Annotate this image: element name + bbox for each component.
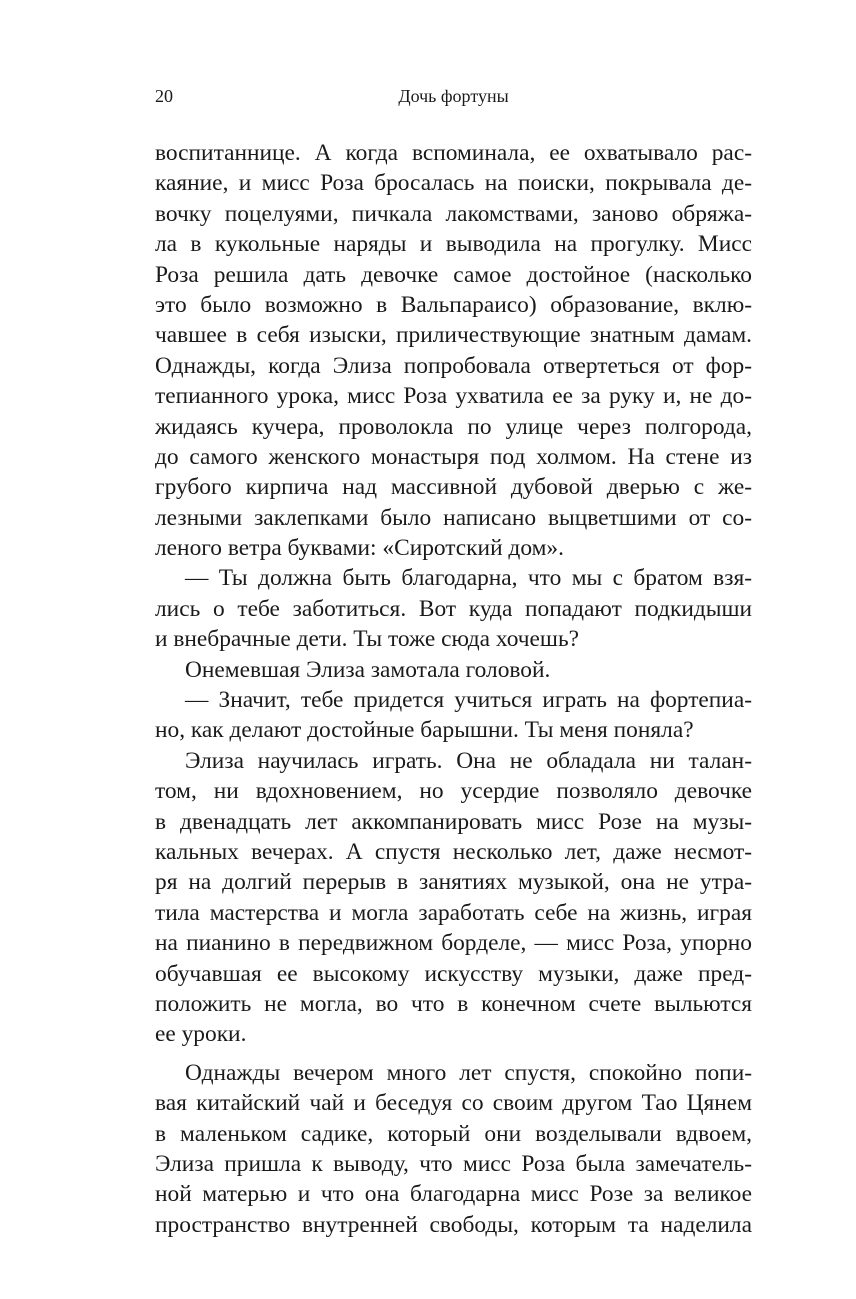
text-line: чавшее в себя изыски, приличествующие знатным дамам. bbox=[155, 322, 752, 349]
text-line: на пианино в передвижном борделе, — мисс Роза, упорно bbox=[155, 930, 752, 957]
text-line: ной матерью и что она благодарна мисс Розе за великое bbox=[155, 1181, 752, 1208]
text-line: лезными заклепками было написано выцветшими от со- bbox=[155, 504, 752, 531]
text-line: и внебрачные дети. Ты тоже сюда хочешь? bbox=[155, 626, 579, 653]
text-line: — Значит, тебе придется учиться играть на фортепиа- bbox=[185, 687, 752, 714]
text-line: Онемевшая Элиза замотала головой. bbox=[185, 656, 551, 683]
text-line: кальных вечерах. А спустя несколько лет, даже несмот- bbox=[155, 838, 752, 865]
text-line: Роза решила дать девочке самое достойное (насколько bbox=[155, 261, 752, 288]
text-line: ря на долгий перерыв в занятиях музыкой, она не утра- bbox=[155, 869, 752, 896]
text-line: тепианного урока, мисс Роза ухватила ее за руку и, не до- bbox=[155, 383, 752, 410]
text-line: обучавшая ее высокому искусству музыки, даже пред- bbox=[155, 960, 752, 987]
page-number: 20 bbox=[155, 86, 173, 106]
text-line: Элиза пришла к выводу, что мисс Роза была замечатель- bbox=[155, 1150, 752, 1177]
text-line: том, ни вдохновением, но усердие позволяло девочке bbox=[155, 778, 752, 805]
text-line: тила мастерства и могла заработать себе на жизнь, играя bbox=[155, 899, 752, 926]
text-line: до самого женского монастыря под холмом. На стене из bbox=[155, 443, 752, 470]
text-line: ла в кукольные наряды и выводила на прогулку. Мисс bbox=[155, 231, 752, 258]
text-line: грубого кирпича над массивной дубовой дверью с же- bbox=[155, 474, 752, 501]
text-line: лись о тебе заботиться. Вот куда попадают подкидыши bbox=[155, 595, 752, 622]
text-line: Однажды, когда Элиза попробовала отвертеться от фор- bbox=[155, 352, 752, 379]
text-line: это было возможно в Вальпараисо) образование, вклю- bbox=[155, 291, 752, 318]
text-line: Однажды вечером много лет спустя, спокойно попи- bbox=[185, 1059, 752, 1086]
running-title: Дочь фортуны bbox=[398, 86, 509, 106]
page-header bbox=[155, 86, 752, 114]
body-text bbox=[155, 138, 752, 1240]
text-line: каяние, и мисс Роза бросалась на поиски, покрывала де- bbox=[155, 170, 752, 197]
text-line: вочку поцелуями, пичкала лакомствами, заново обряжа- bbox=[155, 200, 752, 227]
text-line: — Ты должна быть благодарна, что мы с братом взя- bbox=[185, 565, 752, 592]
text-line: в двенадцать лет аккомпанировать мисс Розе на музы- bbox=[155, 808, 752, 835]
text-line: жидаясь кучера, проволокла по улице через полгорода, bbox=[155, 413, 752, 440]
text-line: но, как делают достойные барышни. Ты меня поняла? bbox=[155, 717, 694, 744]
text-line: пространство внутренней свободы, которым та наделила bbox=[155, 1211, 752, 1238]
text-line: положить не могла, во что в конечном счете выльются bbox=[155, 990, 752, 1017]
text-line: леного ветра буквами: «Сиротский дом». bbox=[155, 535, 564, 562]
text-line: в маленьком садике, который они возделывали вдвоем, bbox=[155, 1120, 752, 1147]
paragraph-gap bbox=[155, 1050, 752, 1058]
text-line: Элиза научилась играть. Она не обладала ни талан- bbox=[185, 747, 752, 774]
text-line: вая китайский чай и беседуя со своим другом Тао Цянем bbox=[155, 1090, 752, 1117]
text-line: ее уроки. bbox=[155, 1021, 247, 1048]
text-line: воспитаннице. А когда вспоминала, ее охватывало рас- bbox=[155, 140, 752, 166]
